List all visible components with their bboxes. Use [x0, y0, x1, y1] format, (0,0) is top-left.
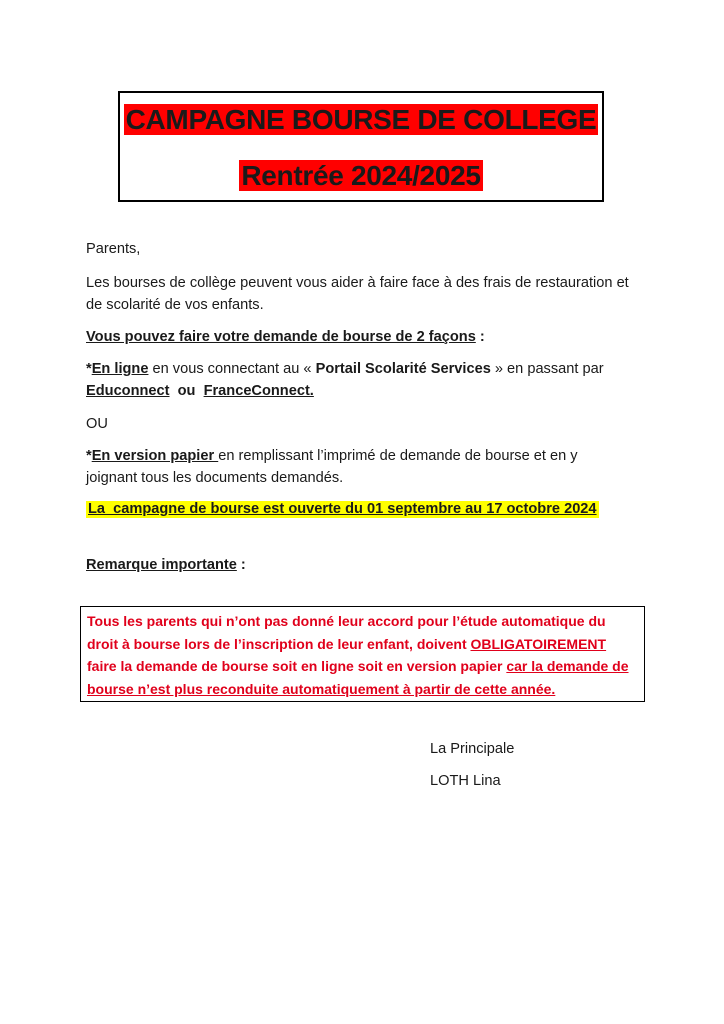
signature-block — [430, 738, 514, 792]
paper-label: En version papier — [91, 448, 219, 464]
notice-text-3: car la demande de bourse n’est plus reconduite automatiquement à partir de cette année. — [87, 658, 629, 697]
notice-emphasis: OBLIGATOIREMENT — [470, 635, 607, 652]
campaign-title: CAMPAGNE BOURSE DE COLLEGE — [125, 104, 597, 135]
online-option — [86, 358, 646, 402]
campaign-period — [86, 498, 599, 520]
remark-heading — [86, 554, 246, 576]
online-separator: ou — [169, 383, 204, 399]
online-text-2: » en passant par — [490, 361, 604, 377]
educonnect-link: Educonnect — [86, 383, 170, 399]
ways-heading — [86, 326, 485, 348]
franceconnect-link: FranceConnect. — [203, 383, 314, 399]
ways-heading-colon: : — [475, 329, 485, 345]
online-bullet: * — [86, 361, 92, 377]
paper-bullet: * — [86, 448, 92, 464]
greeting: Parents, — [86, 241, 141, 257]
ways-heading-text: Vous pouvez faire votre demande de bourse de 2 façons — [86, 329, 476, 345]
title-line-1 — [120, 103, 602, 137]
school-year: Rentrée 2024/2025 — [241, 160, 481, 191]
campaign-period-text: La campagne de bourse est ouverte du 01 septembre au 17 octobre 2024 — [88, 501, 597, 517]
title-box — [118, 91, 604, 202]
title-line-2 — [120, 159, 602, 193]
paper-text: en remplissant l’imprimé de demande de bourse et en y joignant tous les documents demandés. — [86, 448, 578, 486]
online-label: En ligne — [91, 361, 149, 377]
notice-text-2: faire la demande de bourse soit en ligne soit en version papier — [87, 658, 507, 674]
paper-option — [86, 445, 626, 489]
signature-name: LOTH Lina — [430, 773, 501, 789]
or-separator: OU — [86, 416, 108, 432]
online-text-1: en vous connectant au « — [148, 361, 316, 377]
remark-label: Remarque importante — [86, 557, 237, 573]
portal-name: Portail Scolarité Services — [315, 361, 491, 377]
signature-role: La Principale — [430, 741, 515, 757]
important-notice-box — [80, 606, 645, 702]
intro-paragraph: Les bourses de collège peuvent vous aider à faire face à des frais de restauration et de scolarité de vos enfants. — [86, 275, 629, 313]
remark-colon: : — [236, 557, 246, 573]
notice-text-1: Tous les parents qui n’ont pas donné leur accord pour l’étude automatique du droit à bourse lors de l’inscription de leur enfant, doivent — [87, 613, 606, 652]
